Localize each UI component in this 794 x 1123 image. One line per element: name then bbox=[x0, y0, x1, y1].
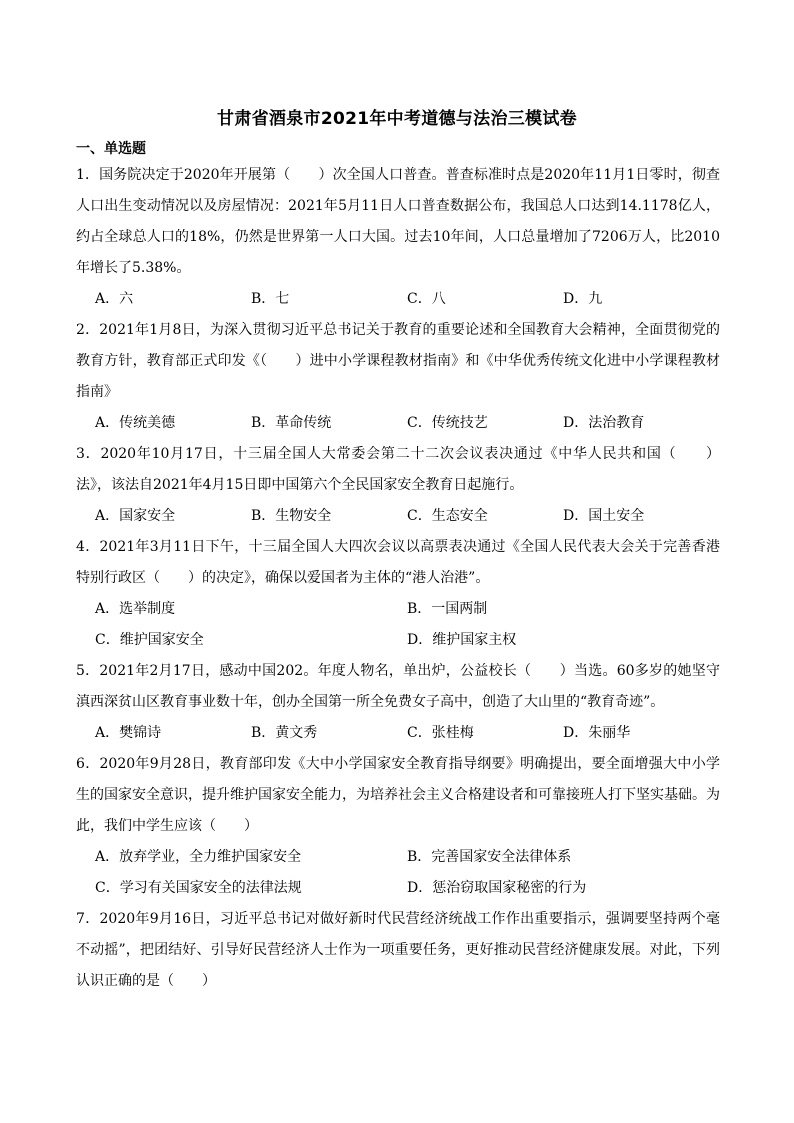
option-d[interactable]: D．惩治窃取国家秘密的行为 bbox=[407, 880, 587, 896]
option-group bbox=[76, 718, 720, 749]
question-stem: 5．2021年2月17日，感动中国202。年度人物名，单出炉，公益校长（ ）当选。60多岁的她坚守滇西深贫山区教育事业数十年，创办全国第一所全免费女子高中，创造了大山里的“教育奇迹”。 bbox=[76, 663, 720, 710]
option-c[interactable]: C．学习有关国家安全的法律法规 bbox=[95, 880, 302, 896]
option-a[interactable]: A．选举制度 bbox=[95, 601, 176, 617]
option-c[interactable]: C．八 bbox=[407, 291, 446, 307]
option-group bbox=[76, 284, 720, 315]
option-b[interactable]: B．黄文秀 bbox=[251, 725, 318, 741]
option-d[interactable]: D．国土安全 bbox=[563, 508, 645, 524]
question-stem: 2．2021年1月8日，为深入贯彻习近平总书记关于教育的重要论述和全国教育大会精神，全面贯彻党的教育方针，教育部正式印发《（ ）进中小学课程教材指南》和《中华优秀传统文化进中小学课程教材指南》 bbox=[76, 322, 720, 400]
option-a[interactable]: A．放弃学业，全力维护国家安全 bbox=[95, 849, 302, 865]
section-heading: 一、单选题 bbox=[76, 141, 146, 157]
question-stem: 3．2020年10月17日，十三届全国人大常委会第二十二次会议表决通过《中华人民共和国（ ）法》，该法自2021年4月15日即中国第六个全民国家安全教育日起施行。 bbox=[76, 446, 720, 493]
option-d[interactable]: D．法治教育 bbox=[563, 415, 645, 431]
option-d[interactable]: D．朱丽华 bbox=[563, 725, 631, 741]
exam-title: 甘肃省酒泉市2021年中考道德与法治三模试卷 bbox=[217, 109, 577, 129]
question-3 bbox=[76, 439, 720, 532]
option-a[interactable]: A．樊锦诗 bbox=[95, 725, 162, 741]
option-b[interactable]: B．一国两制 bbox=[407, 601, 488, 617]
question-stem: 6．2020年9月28日，教育部印发《大中小学国家安全教育指导纲要》明确提出，要全面增强大中小学生的国家安全意识，提升维护国家安全能力，为培养社会主义合格建设者和可靠接班人打下坚实基础。为此，我们中学生应该（ ） bbox=[76, 756, 720, 834]
option-c[interactable]: C．维护国家安全 bbox=[95, 632, 204, 648]
option-b[interactable]: B．完善国家安全法律体系 bbox=[407, 849, 572, 865]
question-stem: 7．2020年9月16日，习近平总书记对做好新时代民营经济统战工作作出重要指示，强调要坚持两个毫不动摇”，把团结好、引导好民营经济人士作为一项重要任务，更好推动民营经济健康发展。对此，下列认识正确的是（ ） bbox=[76, 911, 720, 989]
question-6 bbox=[76, 749, 720, 904]
question-list bbox=[76, 160, 720, 997]
question-7 bbox=[76, 904, 720, 997]
question-4 bbox=[76, 532, 720, 656]
option-d[interactable]: D．维护国家主权 bbox=[407, 632, 517, 648]
question-1 bbox=[76, 160, 720, 315]
option-b[interactable]: B．革命传统 bbox=[251, 415, 332, 431]
question-stem: 4．2021年3月11日下午，十三届全国人大四次会议以高票表决通过《全国人民代表大会关于完善香港特别行政区（ ）的决定》，确保以爱国者为主体的“港人治港”。 bbox=[76, 539, 720, 586]
option-group bbox=[76, 594, 720, 656]
option-group bbox=[76, 408, 720, 439]
option-c[interactable]: C．张桂梅 bbox=[407, 725, 474, 741]
option-group bbox=[76, 842, 720, 904]
option-c[interactable]: C．生态安全 bbox=[407, 508, 488, 524]
option-d[interactable]: D．九 bbox=[563, 291, 603, 307]
option-b[interactable]: B．七 bbox=[251, 291, 290, 307]
question-stem: 1．国务院决定于2020年开展第（ ）次全国人口普查。普查标准时点是2020年11月1日零时，彻查人口出生变动情况以及房屋情况：2021年5月11日人口普查数据公布，我国总人口达到14.1178亿人，约占全球总人口的18%，仍然是世界第一人口大国。过去10年间，人口总量增加了7206万人，比2010年增长了5.38%。 bbox=[76, 167, 720, 276]
option-a[interactable]: A．传统美德 bbox=[95, 415, 176, 431]
option-c[interactable]: C．传统技艺 bbox=[407, 415, 488, 431]
question-2 bbox=[76, 315, 720, 439]
option-a[interactable]: A．六 bbox=[95, 291, 134, 307]
option-group bbox=[76, 501, 720, 532]
option-b[interactable]: B．生物安全 bbox=[251, 508, 332, 524]
option-a[interactable]: A．国家安全 bbox=[95, 508, 176, 524]
question-5 bbox=[76, 656, 720, 749]
